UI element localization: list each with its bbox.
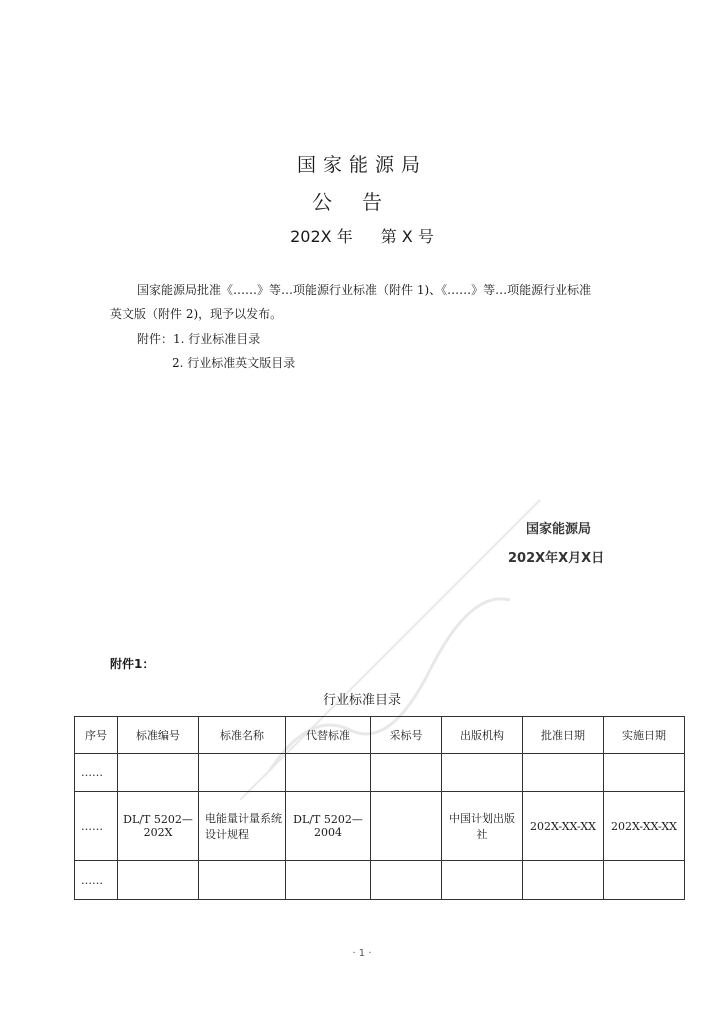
issuer-title: 国家能源局	[296, 154, 427, 176]
issue-number-line	[0, 224, 724, 247]
table-cell	[118, 754, 199, 792]
table-cell	[523, 754, 604, 792]
table-cell: DL/T 5202—202X	[118, 792, 199, 861]
table-cell: 202X-XX-XX	[523, 792, 604, 861]
table-cell	[523, 861, 604, 900]
table-cell: ……	[75, 792, 118, 861]
signature-org: 国家能源局	[526, 522, 592, 537]
table-cell	[118, 861, 199, 900]
table-title: 行业标准目录	[322, 693, 401, 708]
header-cell: 代替标准	[286, 717, 371, 754]
table-cell: ……	[75, 861, 118, 900]
header-cell: 出版机构	[442, 717, 523, 754]
attachment-item-2: 2. 行业标准英文版目录	[172, 356, 296, 370]
table-cell	[442, 861, 523, 900]
table-cell	[604, 861, 685, 900]
body-paragraph-line-2: 英文版（附件 2)，现予以发布。	[110, 307, 283, 321]
table-cell: 中国计划出版社	[442, 792, 523, 861]
header-cell: 实施日期	[604, 717, 685, 754]
table-cell	[442, 754, 523, 792]
table-cell	[371, 754, 442, 792]
table-cell	[286, 861, 371, 900]
document-type-title: 公告	[312, 190, 412, 214]
table-cell	[604, 754, 685, 792]
header-cell: 标准名称	[199, 717, 286, 754]
attachment-item-1: 附件：1. 行业标准目录	[137, 332, 261, 346]
table-cell: 电能量计量系统设计规程	[199, 792, 286, 861]
header-cell: 采标号	[371, 717, 442, 754]
appendix-label: 附件1：	[110, 657, 155, 671]
page-number: · 1 ·	[352, 948, 372, 959]
table-row	[75, 792, 685, 861]
table-row	[75, 861, 685, 900]
body-paragraph-line-1: 国家能源局批准《……》等…项能源行业标准（附件 1)、《……》等…项能源行业标准	[137, 283, 592, 297]
signature-date: 202X年X月X日	[508, 551, 605, 566]
issue-number: 第 X 号	[380, 227, 434, 246]
table-cell	[199, 861, 286, 900]
table-cell	[199, 754, 286, 792]
standards-table	[74, 716, 685, 900]
table-header-row	[75, 717, 685, 754]
header-cell: 标准编号	[118, 717, 199, 754]
issue-year: 202X 年	[290, 227, 353, 246]
table-row	[75, 754, 685, 792]
table-cell: 202X-XX-XX	[604, 792, 685, 861]
table-cell	[286, 754, 371, 792]
table-cell: ……	[75, 754, 118, 792]
header-cell: 批准日期	[523, 717, 604, 754]
table-cell: DL/T 5202—2004	[286, 792, 371, 861]
table-cell	[371, 861, 442, 900]
table-cell	[371, 792, 442, 861]
header-cell: 序号	[75, 717, 118, 754]
